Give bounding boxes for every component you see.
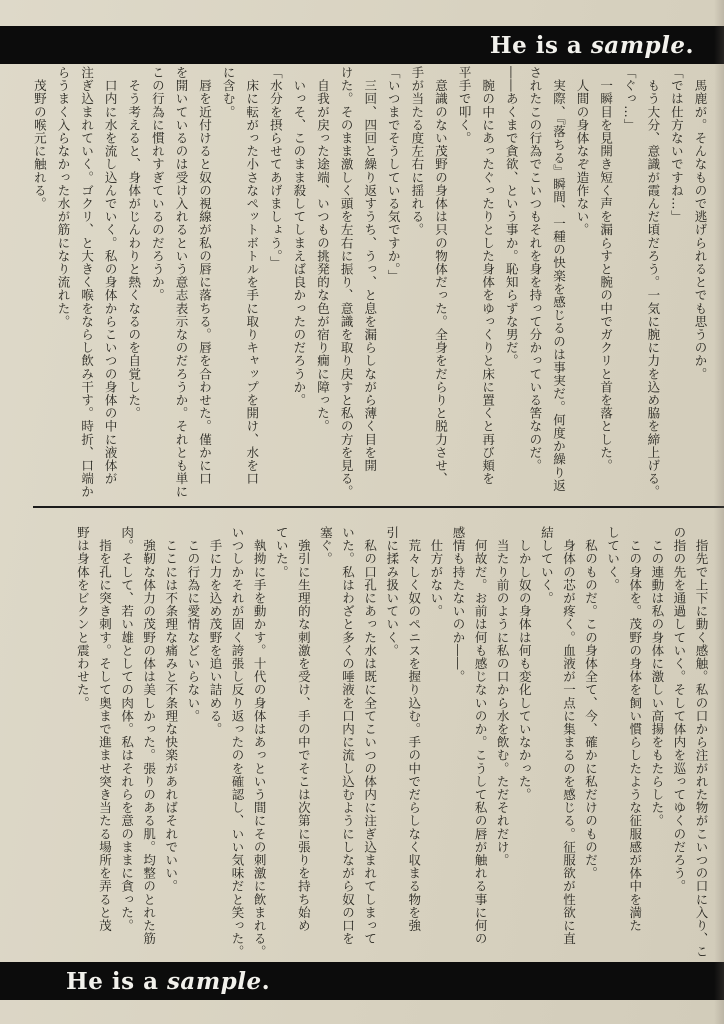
text-column: していく。	[605, 526, 621, 592]
text-column: を開いているのは受け入れるという意志表示なのだろうか。それとも単に	[173, 66, 189, 499]
text-column: 馬鹿が。そんなもので逃げられるとでも思うのか。	[693, 66, 708, 381]
text-column: 当たり前のように私の口から水を飲む。ただそれだけ。	[495, 526, 511, 867]
text-column: 意識のない茂野の身体は只の物体だった。全身をだらりと脱力させ、	[433, 66, 449, 486]
scan-edge-shadow	[714, 0, 724, 1024]
text-column: 一瞬目を見開き短く声を漏らすと腕の中でガクリと首を落とした。	[598, 66, 614, 473]
text-column: 何故だ。お前は何も感じないのか。こうして私の唇が触れる事に何の	[473, 526, 489, 946]
upper-text-block	[20, 66, 712, 504]
text-column: この身体を。茂野の身体を飼い慣らしたような征服感が体中を満た	[627, 526, 643, 933]
text-column: 床に転がった小さなペットボトルを手に取りキャップを開け、水を口	[244, 66, 260, 486]
text-column: 唇を近付けると奴の視線が私の唇に落ちる。唇を合わせた。僅かに口	[197, 66, 213, 486]
text-column: 強引に生理的な刺激を受け、手の中でそこは次第に張りを持ち始め	[296, 526, 312, 933]
section-divider	[33, 506, 724, 508]
text-column: 自我が戻った途端、いつもの挑発的な色が宿り癇に障った。	[315, 66, 331, 433]
text-column: されたこの行為でこいつもそれを身を持って分かっている筈なのだ。	[527, 66, 543, 473]
footer-bar	[0, 962, 724, 1000]
text-column: ――あくまで貪欲、という事か。恥知らずな男だ。	[504, 66, 520, 368]
text-column: 野は身体をビクンと震わせた。	[75, 526, 91, 710]
text-column: 口内に水を流し込んでいく。私の身体からこいつの身体の中に液体が	[103, 66, 119, 486]
text-column: 感情も持たないのか――。	[450, 526, 466, 684]
text-column: そう考えると、身体がじんわりと熱くなるのを自覚した。	[126, 66, 142, 420]
text-column: の指の先を通過していく。そして体内を巡ってゆくのだろう。	[671, 526, 687, 893]
text-column: もう大分、意識が霞んだ頃だろう。一気に腕に力を込め脇を締上げる。	[645, 66, 661, 499]
text-column: 結していく。	[539, 526, 555, 605]
header-bar	[0, 26, 724, 64]
text-column: 「では仕方ないですね…」	[669, 66, 685, 224]
text-column: この行為に愛情などいらない。	[185, 526, 201, 723]
text-column: 塞ぐ。	[318, 526, 334, 566]
text-column: 指先で上下に動く感触。私の口から注がれた物がこいつの口に入り、こ	[694, 526, 709, 959]
text-column: 人間の身体なぞ造作ない。	[575, 66, 591, 237]
text-column: いた。私はわざと多くの唾液を口内に流し込むようにしながら奴の口を	[340, 526, 356, 946]
text-column: 身体の芯が疼く。血液が一点に集まるのを感じる。征服欲が性欲に直	[561, 526, 577, 946]
text-column: 私の口孔にあった水は既に全てこいつの体内に注ぎ込まれてしまって	[362, 526, 378, 946]
text-column: この連動は私の身体に激しい高揚をもたらした。	[649, 526, 665, 828]
header-title-italic: sample	[590, 31, 686, 59]
text-column: しかし奴の身体は何も変化していなかった。	[517, 526, 533, 802]
text-column: 執拗に手を動かす。十代の身体はあっという間にその刺激に飲まれる。	[252, 526, 268, 959]
text-column: 手が当たる度左右に揺れる。	[409, 66, 425, 237]
text-column: 「ぐっ…」	[622, 66, 638, 132]
text-column: 注ぎ込まれていく。ゴクリ、と大きく喉をならし飲み干す。時折、口端か	[79, 66, 95, 499]
text-column: いつしかそれが固く誇張し反り返ったのを確認し、いい気味だと笑った。	[230, 526, 246, 959]
text-column: 引に揉み扱いていく。	[384, 526, 400, 657]
text-column: 実際、『落ちる』瞬間、一種の快楽を感じるのは事実だ。何度か繰り返	[551, 66, 567, 493]
text-column: らうまく入らなかった水が筋になり流れた。	[55, 66, 71, 328]
footer-title-italic: sample	[166, 967, 262, 995]
text-column: けた。そのまま激しく頭を左右に振り、意識を取り戻すと私の方を見る。	[339, 66, 355, 499]
text-column: ていた。	[274, 526, 290, 579]
lower-text-block	[20, 526, 712, 962]
text-column: 茂野の喉元に触れる。	[32, 66, 48, 211]
text-column: いっそ、このまま殺してしまえば良かったのだろうか。	[291, 66, 307, 407]
text-column: 平手で叩く。	[457, 66, 473, 145]
text-column: 手に力を込め茂野を追い詰める。	[207, 526, 223, 736]
text-column: 仕方がない。	[428, 526, 444, 618]
footer-title: He is a sample.	[66, 967, 271, 995]
text-column: 荒々しく奴のペニスを握り込む。手の中でだらしなく収まる物を強	[406, 526, 422, 933]
text-column: 強靭な体力の茂野の体は美しかった。張りのある肌。均整のとれた筋	[141, 526, 157, 946]
text-column: に含む。	[221, 66, 237, 119]
text-column: 私のものだ。この身体全て、今、確かに私だけのものだ。	[583, 526, 599, 880]
text-column: 「水分を摂らせてあげましょう。」	[268, 66, 284, 270]
text-column: この行為に慣れすぎているのだろうか。	[150, 66, 166, 302]
header-title: He is a sample.	[489, 31, 694, 59]
text-column: 「いつまでそうしている気ですか。」	[386, 66, 402, 283]
text-column: ここには不条理な痛みと不条理な快楽があればそれでいい。	[163, 526, 179, 893]
text-column: 指を孔に突き刺す。そして奥まで進ませ突き当たる場所を弄ると茂	[97, 526, 113, 933]
text-column: 肉。そして、若い雄としての肉体。私はそれらを意のままに貪った。	[119, 526, 135, 933]
text-column: 腕の中にあったぐったりとした身体をゆっくりと床に置くと再び頬を	[480, 66, 496, 486]
text-column: 三回、四回と繰り返すうち、うっ、と息を漏らしながら薄く目を開	[362, 66, 378, 473]
